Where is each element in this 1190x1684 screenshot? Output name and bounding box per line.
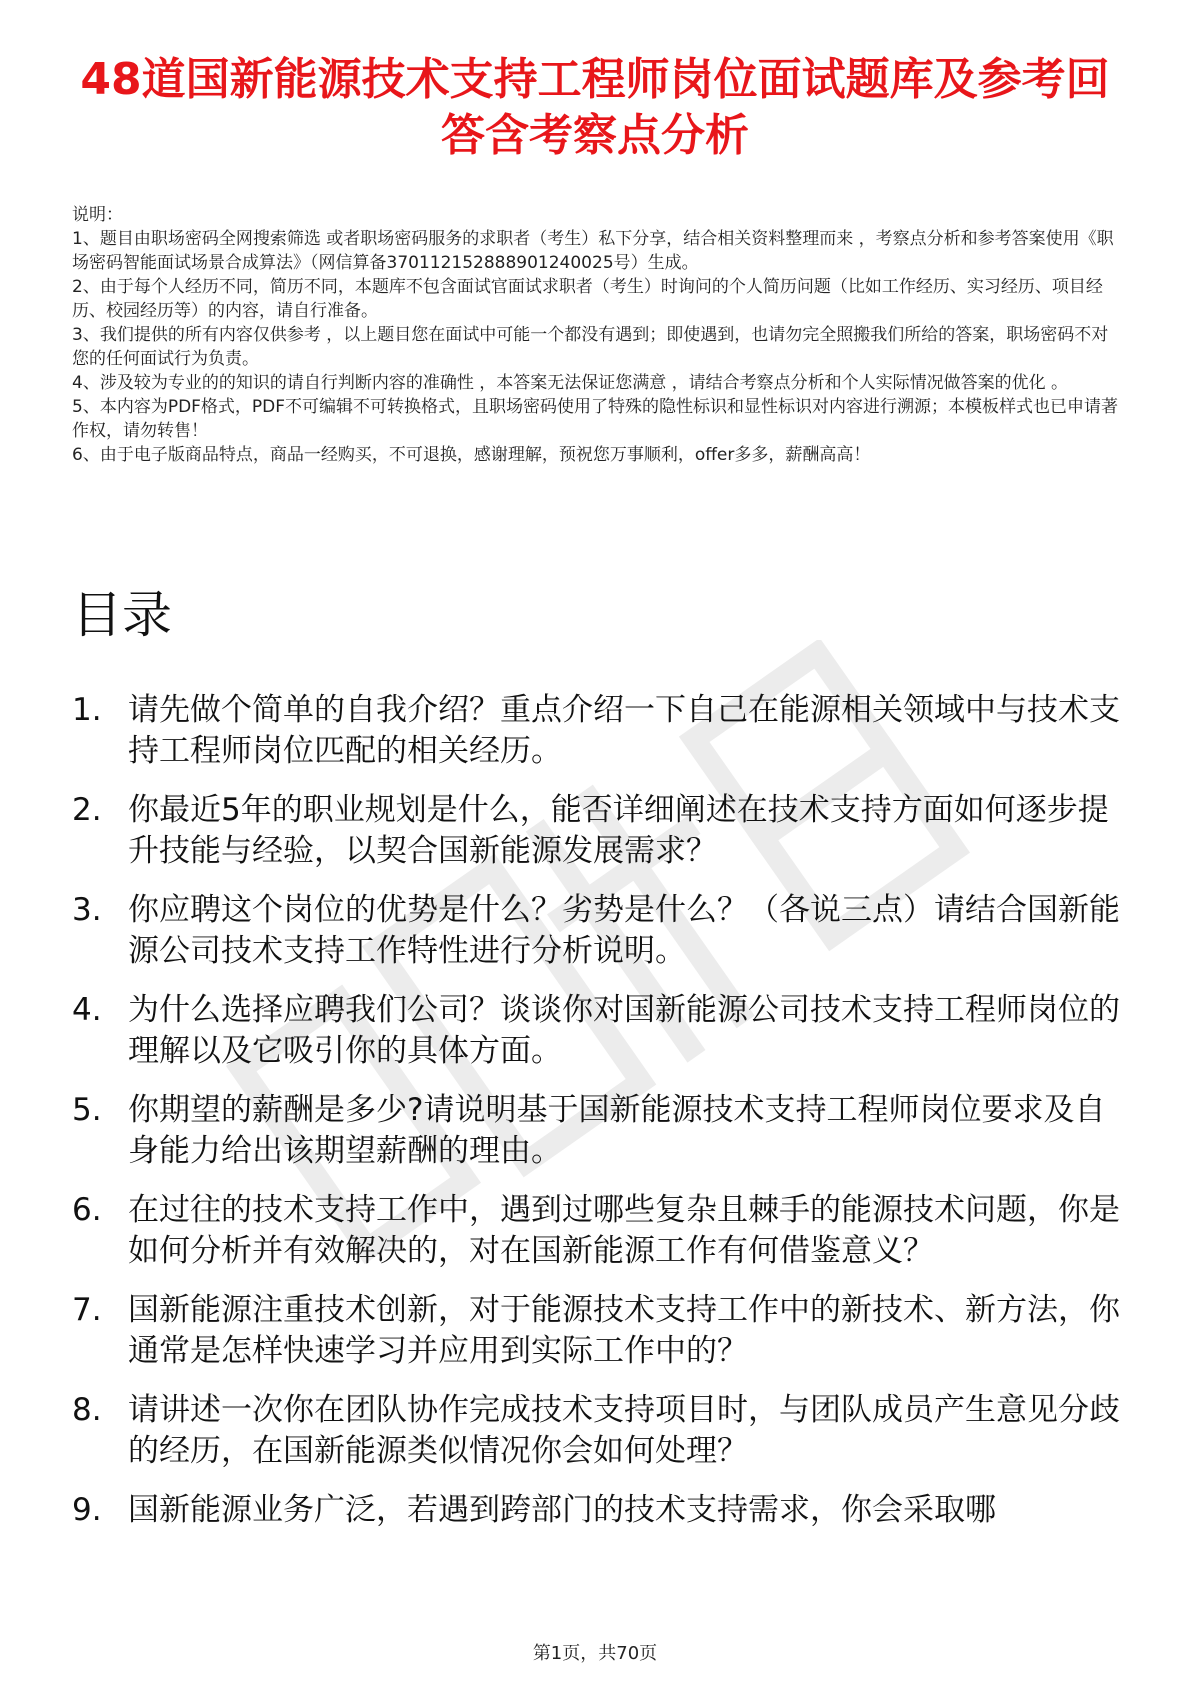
toc-item-text: 请先做个简单的自我介绍？重点介绍一下自己在能源相关领域中与技术支持工程师岗位匹配的相关经历。: [128, 692, 1120, 769]
note-item: 6、由于电子版商品特点，商品一经购买，不可退换，感谢理解，预祝您万事顺利，offer多多，薪酬高高！: [72, 445, 871, 465]
toc-item[interactable]: [72, 690, 1132, 772]
toc-item-number: 6.: [72, 1192, 102, 1228]
disclaimer-notes: [72, 203, 1122, 467]
toc-item-number: 7.: [72, 1292, 102, 1328]
toc-item-text: 在过往的技术支持工作中，遇到过哪些复杂且棘手的能源技术问题，你是如何分析并有效解决的，对在国新能源工作有何借鉴意义？: [128, 1192, 1120, 1269]
note-item: 1、题目由职场密码全网搜索筛选 或者职场密码服务的求职者（考生）私下分享，结合相关资料整理而来 ，考察点分析和参考答案使用《职场密码智能面试场景合成算法》（网信算备370112152888901240025号）生成。: [72, 229, 1114, 273]
toc-item-number: 1.: [72, 692, 102, 728]
toc-item-number: 4.: [72, 992, 102, 1028]
toc-item-number: 9.: [72, 1492, 102, 1528]
toc-item-text: 你最近5年的职业规划是什么，能否详细阐述在技术支持方面如何逐步提升技能与经验，以契合国新能源发展需求？: [128, 792, 1109, 869]
page-footer: 第1页，共70页: [532, 1643, 658, 1664]
toc-item-text: 请讲述一次你在团队协作完成技术支持项目时，与团队成员产生意见分歧的经历，在国新能源类似情况你会如何处理？: [128, 1392, 1120, 1469]
toc-item-number: 2.: [72, 792, 102, 828]
toc-item-text: 国新能源注重技术创新，对于能源技术支持工作中的新技术、新方法，你通常是怎样快速学习并应用到实际工作中的？: [128, 1292, 1120, 1369]
note-item: 5、本内容为PDF格式，PDF不可编辑不可转换格式，且职场密码使用了特殊的隐性标识和显性标识对内容进行溯源；本模板样式也已申请著作权，请勿转售！: [72, 397, 1119, 441]
toc-item[interactable]: [72, 990, 1132, 1072]
toc-item-text: 国新能源业务广泛，若遇到跨部门的技术支持需求，你会采取哪: [128, 1492, 996, 1528]
document-title: 48道国新能源技术支持工程师岗位面试题库及参考回答含考察点分析: [80, 54, 1110, 161]
note-item: 4、涉及较为专业的的知识的请自行判断内容的准确性 ，本答案无法保证您满意 ，请结合考察点分析和个人实际情况做答案的优化 。: [72, 373, 1069, 393]
toc-item[interactable]: [72, 1090, 1132, 1172]
table-of-contents: [72, 690, 1132, 1549]
note-item: 3、我们提供的所有内容仅供参考 ，以上题目您在面试中可能一个都没有遇到；即使遇到，也请勿完全照搬我们所给的答案，职场密码不对您的任何面试行为负责。: [72, 325, 1109, 369]
toc-item-text: 你期望的薪酬是多少?请说明基于国新能源技术支持工程师岗位要求及自身能力给出该期望薪酬的理由。: [128, 1092, 1106, 1169]
toc-item[interactable]: [72, 1390, 1132, 1472]
toc-item-text: 为什么选择应聘我们公司？谈谈你对国新能源公司技术支持工程师岗位的理解以及它吸引你的具体方面。: [128, 992, 1120, 1069]
notes-heading: 说明：: [72, 205, 123, 225]
toc-item[interactable]: [72, 1490, 1132, 1531]
toc-item[interactable]: [72, 1290, 1132, 1372]
toc-item[interactable]: [72, 790, 1132, 872]
note-item: 2、由于每个人经历不同，简历不同，本题库不包含面试官面试求职者（考生）时询问的个人简历问题（比如工作经历、实习经历、项目经历、校园经历等）的内容，请自行准备。: [72, 277, 1103, 321]
toc-item-number: 3.: [72, 892, 102, 928]
toc-heading: 目录: [72, 586, 172, 644]
toc-item-number: 8.: [72, 1392, 102, 1428]
toc-item[interactable]: [72, 1190, 1132, 1272]
toc-item[interactable]: [72, 890, 1132, 972]
toc-item-number: 5.: [72, 1092, 102, 1128]
toc-item-text: 你应聘这个岗位的优势是什么？劣势是什么？（各说三点）请结合国新能源公司技术支持工作特性进行分析说明。: [128, 892, 1120, 969]
